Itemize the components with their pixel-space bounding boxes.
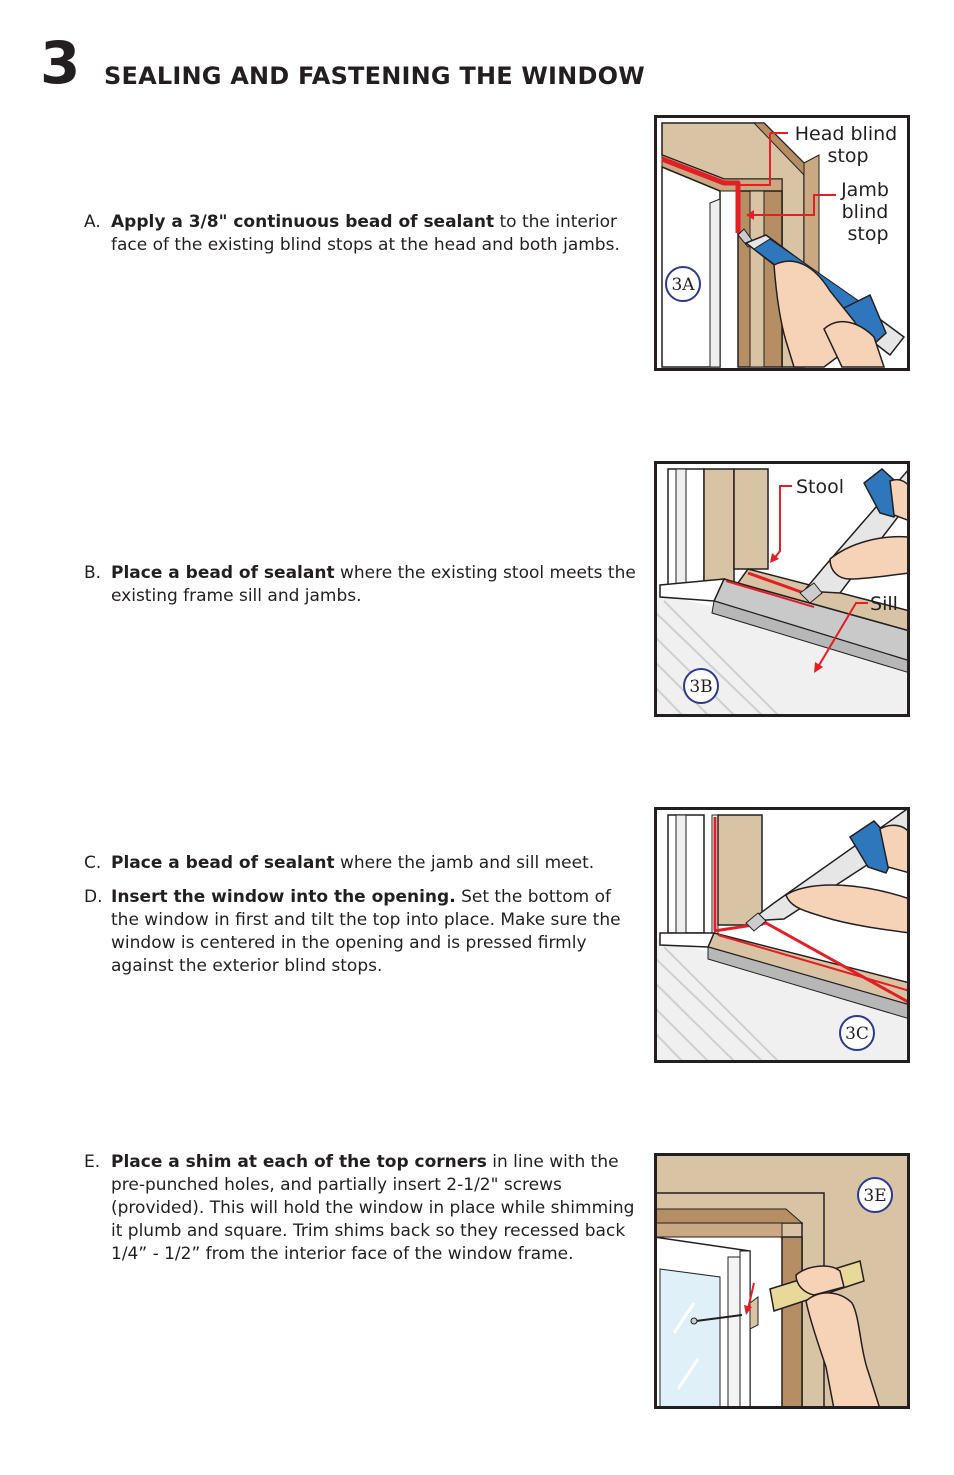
- figure-3a-illustration: [654, 115, 910, 371]
- step-rest: Set the bottom of the window in first and tilt the top into place. Make sure the window is centered in the opening and is pressed firmly against the exterior blind stops.: [111, 887, 621, 976]
- step-text: [111, 852, 644, 875]
- step-rest: where the existing stool meets the existing frame sill and jambs.: [111, 563, 636, 606]
- step-rest: to the interior face of the existing blind stops at the head and both jambs.: [111, 212, 620, 255]
- step-e: [84, 1151, 644, 1266]
- figure-3c-illustration: [654, 807, 910, 1063]
- step-b: [84, 562, 644, 608]
- callout-sill: Sill: [870, 593, 898, 615]
- step-text: [111, 1151, 644, 1266]
- step-number: 3: [40, 29, 81, 97]
- step-letter: C.: [84, 853, 102, 873]
- callout-jamb-blind-stop: blind: [841, 201, 889, 223]
- figure-3c: [654, 807, 910, 1063]
- callout-jamb-blind-stop: stop: [847, 223, 889, 245]
- callout-head-blind-stop: stop: [827, 145, 869, 167]
- figure-badge: 3A: [671, 275, 695, 295]
- figure-badge: 3E: [863, 1186, 887, 1206]
- figure-3b-illustration: [654, 461, 910, 717]
- section-title: SEALING AND FASTENING THE WINDOW: [104, 62, 645, 90]
- step-a: [84, 211, 644, 257]
- callout-head-blind-stop: Head blind: [794, 123, 898, 145]
- step-letter: D.: [84, 887, 103, 907]
- step-letter: A.: [84, 212, 101, 232]
- step-letter: E.: [84, 1152, 101, 1172]
- figure-badge: 3B: [689, 677, 713, 697]
- step-rest: where the jamb and sill meet.: [334, 853, 595, 873]
- step-text: [111, 211, 644, 257]
- step-c: [84, 852, 644, 875]
- callout-jamb-blind-stop: Jamb: [841, 179, 889, 201]
- figure-3b: [654, 461, 910, 717]
- step-bold: Apply a 3/8" continuous bead of sealant: [111, 212, 495, 232]
- callout-stool: Stool: [795, 476, 845, 498]
- figure-3e-illustration: [654, 1153, 910, 1409]
- step-rest: in line with the pre-punched holes, and partially insert 2-1/2" screws (provided). This will hold the window in place while shimming it plumb and square. Trim shims back so they recessed back 1/4” - 1/2” from the interior face of the window frame.: [111, 1152, 635, 1264]
- step-bold: Place a bead of sealant: [111, 563, 335, 583]
- figure-3e: [654, 1153, 910, 1409]
- figure-3a: [654, 115, 910, 371]
- step-letter: B.: [84, 563, 102, 583]
- step-text: [111, 562, 644, 608]
- step-text: [111, 886, 644, 978]
- step-d: [84, 886, 644, 978]
- step-bold: Insert the window into the opening.: [111, 887, 456, 907]
- figure-badge: 3C: [845, 1024, 869, 1044]
- step-bold: Place a shim at each of the top corners: [111, 1152, 487, 1172]
- step-bold: Place a bead of sealant: [111, 853, 335, 873]
